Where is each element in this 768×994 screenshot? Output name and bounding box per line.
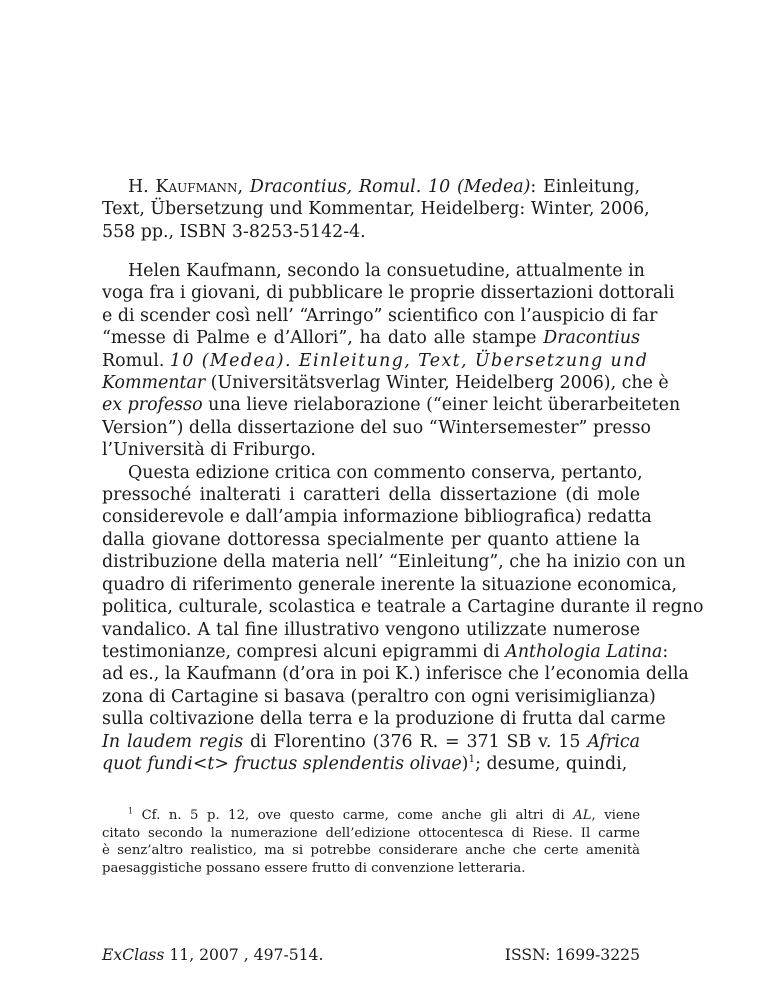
text-line: quadro di riferimento generale inerente la situazione economica, xyxy=(102,574,678,595)
text-line: Version”) della dissertazione del suo “Wintersemester” presso xyxy=(102,417,652,438)
text-line: Helen Kaufmann, secondo la consuetudine, attualmente in xyxy=(128,261,645,281)
footnote-ref: 1 xyxy=(468,753,476,766)
text-line: quot fundi<t> fructus splendentis olivae)$^1$; desume, quindi, xyxy=(102,753,628,774)
text-line: H. Kaufmann, Dracontius, Romul. 10 (Medea): Einleitung, xyxy=(128,177,640,197)
text-line: paesaggistiche possano essere frutto di convenzione letteraria. xyxy=(102,860,526,876)
text-line: pressoché inalterati i caratteri della dissertazione (di mole xyxy=(102,485,640,506)
text-line: è senz’altro realistico, ma si potrebbe considerare anche che certe amenità xyxy=(102,843,640,858)
footnote-ref: 1 xyxy=(128,806,134,816)
text-line: voga fra i giovani, di pubblicare le proprie dissertazioni dottorali xyxy=(102,283,675,304)
text-line: Questa edizione critica con commento conserva, pertanto, xyxy=(128,462,643,483)
text-line: e di scender così nell’ “Arringo” scientifico con l’auspicio di far xyxy=(102,305,658,326)
text-line: vandalico. A tal fine illustrativo vengono utilizzate numerose xyxy=(102,619,640,640)
text-line: l’Università di Friburgo. xyxy=(102,440,316,461)
journal-volume-pages: 11, 2007 , 497-514. xyxy=(164,946,324,964)
citation-block xyxy=(102,176,650,243)
footnote xyxy=(102,807,640,877)
text-line: “messe di Palme e d’Allori”, ha dato alle stampe Dracontius xyxy=(102,328,640,349)
text-line: $^1$ Cf. n. 5 p. 12, ove questo carme, come anche gli altri di AL, viene xyxy=(128,806,640,823)
text-line: zona di Cartagine si basava (peraltro con ogni verisimiglianza) xyxy=(102,686,656,707)
text-line: ad es., la Kaufmann (d’ora in poi K.) inferisce che l’economia della xyxy=(102,664,689,685)
footer-citation xyxy=(102,946,323,964)
text-line: 558 pp., ISBN 3-8253-5142-4. xyxy=(102,221,366,242)
text-line: Kommentar (Universitätsverlag Winter, Heidelberg 2006), che è xyxy=(102,373,669,394)
text-line: Text, Übersetzung und Kommentar, Heidelberg: Winter, 2006, xyxy=(102,199,650,220)
body-text xyxy=(102,260,704,775)
text-line: considerevole e dall’ampia informazione bibliografica) redatta xyxy=(102,507,652,528)
page-footer xyxy=(102,946,640,964)
text-line: citato secondo la numerazione dell’edizione ottocentesca di Riese. Il carme xyxy=(102,825,640,841)
text-line: Romul. 10 (Medea). Einleitung, Text, Übersetzung und xyxy=(102,350,649,371)
text-line: sulla coltivazione della terra e la produzione di frutta dal carme xyxy=(102,709,666,730)
journal-name: ExClass xyxy=(102,946,165,964)
text-line: distribuzione della materia nell’ “Einleitung”, che ha inizio con un xyxy=(102,552,686,573)
text-line: ex professo una lieve rielaborazione (“einer leicht überarbeiteten xyxy=(102,395,681,416)
text-line: In laudem regis di Florentino (376 R. = 371 SB v. 15 Africa xyxy=(102,731,640,752)
text-line: politica, culturale, scolastica e teatrale a Cartagine durante il regno xyxy=(102,597,704,618)
footer-issn: ISSN: 1699-3225 xyxy=(504,946,640,964)
text-line: testimonianze, compresi alcuni epigrammi di Anthologia Latina: xyxy=(102,641,669,662)
text-line: dalla giovane dottoressa specialmente per quanto attiene la xyxy=(102,529,640,550)
